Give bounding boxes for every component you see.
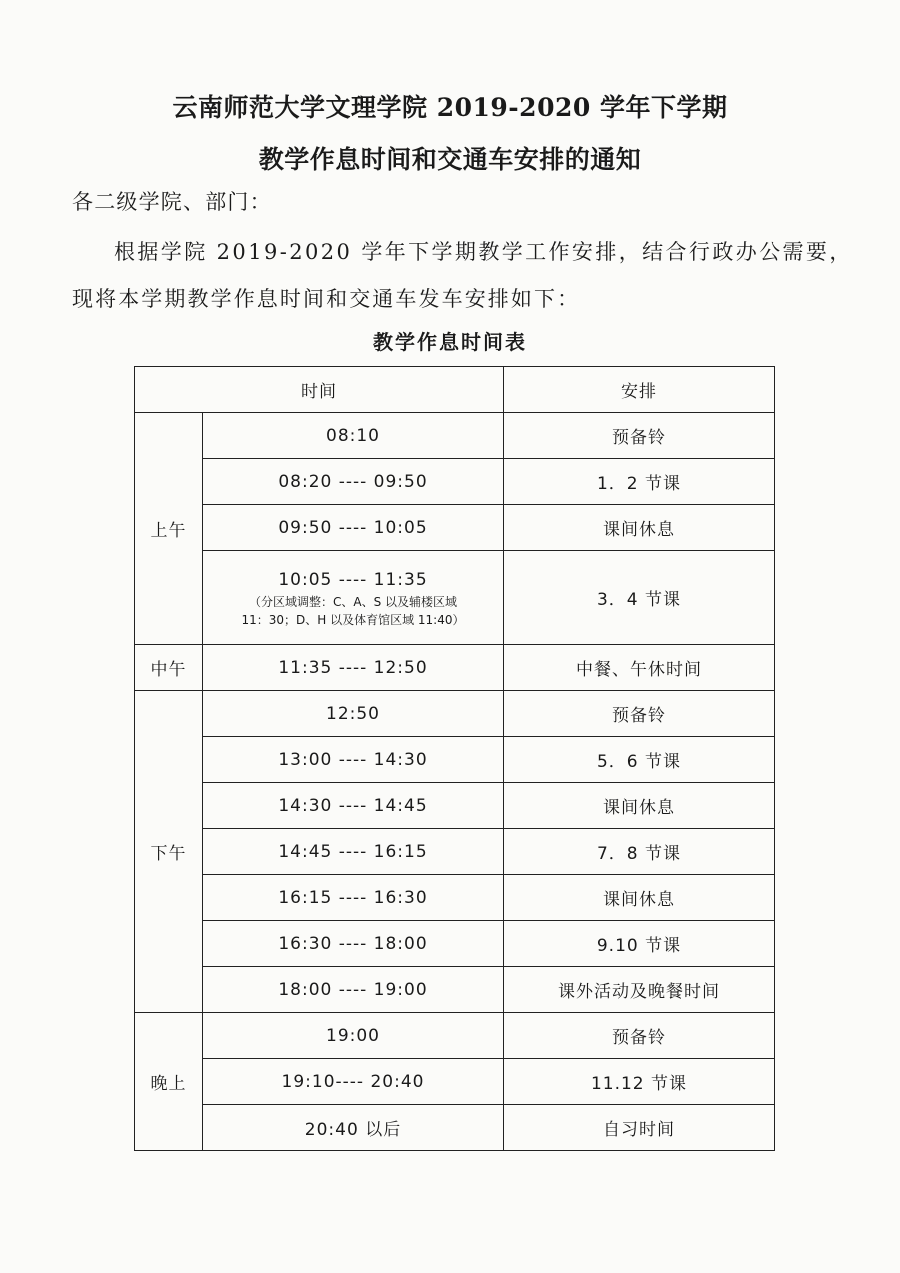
time-cell: 12:50 — [203, 691, 504, 737]
table-row — [135, 551, 775, 645]
time-cell-with-note — [203, 551, 504, 645]
time-cell: 09:50 ---- 10:05 — [203, 505, 504, 551]
document-title-line2: 教学作息时间和交通车安排的通知 — [258, 145, 642, 174]
arrangement-cell: 自习时间 — [504, 1105, 775, 1151]
arrangement-cell: 1．2 节课 — [504, 459, 775, 505]
time-cell: 19:00 — [203, 1013, 504, 1059]
body-paragraph-line2: 现将本学期教学作息时间和交通车发车安排如下： — [72, 287, 581, 311]
arrangement-cell: 预备铃 — [504, 691, 775, 737]
note-line1: （分区域调整：C、A、S 以及辅楼区域 — [248, 594, 458, 609]
arrangement-cell: 课间休息 — [504, 783, 775, 829]
table-title: 教学作息时间表 — [373, 330, 527, 354]
header-arrangement: 安排 — [504, 367, 775, 413]
time-cell: 08:10 — [203, 413, 504, 459]
salutation: 各二级学院、部门： — [72, 190, 272, 214]
arrangement-cell: 中餐、午休时间 — [504, 645, 775, 691]
time-text: 10:05 ---- 11:35 — [278, 569, 428, 590]
time-cell: 19:10---- 20:40 — [203, 1059, 504, 1105]
table-row — [135, 1059, 775, 1105]
period-evening: 晚上 — [135, 1013, 203, 1151]
arrangement-cell: 3．4 节课 — [504, 551, 775, 645]
time-cell: 16:30 ---- 18:00 — [203, 921, 504, 967]
table-row — [135, 645, 775, 691]
arrangement-cell: 预备铃 — [504, 1013, 775, 1059]
table-header-row — [135, 367, 775, 413]
time-cell: 20:40 以后 — [203, 1105, 504, 1151]
table-row — [135, 1013, 775, 1059]
table-row — [135, 783, 775, 829]
body-paragraph-line1: 根据学院 2019-2020 学年下学期教学工作安排，结合行政办公需要， — [114, 240, 853, 264]
time-cell: 13:00 ---- 14:30 — [203, 737, 504, 783]
arrangement-cell: 课外活动及晚餐时间 — [504, 967, 775, 1013]
arrangement-cell: 9.10 节课 — [504, 921, 775, 967]
arrangement-cell: 5．6 节课 — [504, 737, 775, 783]
arrangement-cell: 11.12 节课 — [504, 1059, 775, 1105]
arrangement-cell: 课间休息 — [504, 505, 775, 551]
table-row — [135, 737, 775, 783]
table-row — [135, 829, 775, 875]
period-afternoon: 下午 — [135, 691, 203, 1013]
arrangement-cell: 7．8 节课 — [504, 829, 775, 875]
table-row — [135, 413, 775, 459]
table-row — [135, 967, 775, 1013]
period-noon: 中午 — [135, 645, 203, 691]
header-time: 时间 — [135, 367, 504, 413]
table-row — [135, 875, 775, 921]
schedule-table — [134, 366, 775, 1151]
time-cell: 18:00 ---- 19:00 — [203, 967, 504, 1013]
time-cell: 14:45 ---- 16:15 — [203, 829, 504, 875]
table-row — [135, 691, 775, 737]
arrangement-cell: 课间休息 — [504, 875, 775, 921]
table-row — [135, 459, 775, 505]
note-line2: 11：30；D、H 以及体育馆区域 11:40） — [241, 612, 465, 627]
table-row — [135, 921, 775, 967]
document-title-line1: 云南师范大学文理学院 2019-2020 学年下学期 — [172, 93, 728, 122]
arrangement-cell: 预备铃 — [504, 413, 775, 459]
time-cell: 14:30 ---- 14:45 — [203, 783, 504, 829]
time-cell: 11:35 ---- 12:50 — [203, 645, 504, 691]
time-cell: 16:15 ---- 16:30 — [203, 875, 504, 921]
period-morning: 上午 — [135, 413, 203, 645]
table-row — [135, 1105, 775, 1151]
time-cell: 08:20 ---- 09:50 — [203, 459, 504, 505]
table-row — [135, 505, 775, 551]
